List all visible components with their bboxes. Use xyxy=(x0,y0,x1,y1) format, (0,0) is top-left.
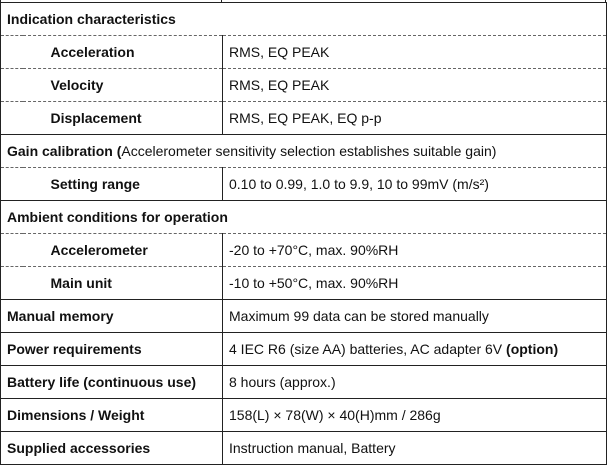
table-row xyxy=(1,36,607,69)
table-row xyxy=(1,201,607,234)
table-row xyxy=(1,102,607,135)
gain-header-bold: Gain calibration ( xyxy=(7,143,122,159)
row-label-setting-range: Setting range xyxy=(23,168,223,201)
row-value-battery-life: 8 hours (approx.) xyxy=(223,366,607,399)
spec-table xyxy=(0,2,607,465)
table-row xyxy=(1,300,607,333)
power-value-option: (option) xyxy=(506,341,559,357)
section-header-gain xyxy=(1,135,607,168)
row-label-displacement: Displacement xyxy=(23,102,223,135)
row-value-dimensions: 158(L) × 78(W) × 40(H)mm / 286g xyxy=(223,399,607,432)
table-row xyxy=(1,333,607,366)
row-label-main-unit: Main unit xyxy=(23,267,223,300)
row-value-main-unit: -10 to +50°C, max. 90%RH xyxy=(223,267,607,300)
table-row xyxy=(1,168,607,201)
table-row xyxy=(1,3,607,36)
row-label-acceleration: Acceleration xyxy=(23,36,223,69)
table-row xyxy=(1,135,607,168)
row-label-manual-memory: Manual memory xyxy=(1,300,223,333)
row-value-manual-memory: Maximum 99 data can be stored manually xyxy=(223,300,607,333)
row-value-acceleration: RMS, EQ PEAK xyxy=(223,36,607,69)
row-value-velocity: RMS, EQ PEAK xyxy=(223,69,607,102)
gain-header-note: Accelerometer sensitivity selection establishes suitable gain) xyxy=(121,143,497,159)
section-header-ambient: Ambient conditions for operation xyxy=(1,201,607,234)
row-value-accelerometer: -20 to +70°C, max. 90%RH xyxy=(223,234,607,267)
row-value-setting-range: 0.10 to 0.99, 1.0 to 9.9, 10 to 99mV (m/s²) xyxy=(223,168,607,201)
row-value-accessories: Instruction manual, Battery xyxy=(223,432,607,465)
row-label-battery-life: Battery life (continuous use) xyxy=(1,366,223,399)
power-value-text: 4 IEC R6 (size AA) batteries, AC adapter 6V xyxy=(229,341,507,357)
table-row xyxy=(1,234,607,267)
row-label-accessories: Supplied accessories xyxy=(1,432,223,465)
table-row xyxy=(1,366,607,399)
row-value-power xyxy=(223,333,607,366)
row-label-dimensions: Dimensions / Weight xyxy=(1,399,223,432)
row-label-accelerometer: Accelerometer xyxy=(23,234,223,267)
section-header-indication: Indication characteristics xyxy=(1,3,607,36)
row-label-velocity: Velocity xyxy=(23,69,223,102)
table-row xyxy=(1,69,607,102)
row-value-displacement: RMS, EQ PEAK, EQ p-p xyxy=(223,102,607,135)
table-row xyxy=(1,267,607,300)
row-label-power: Power requirements xyxy=(1,333,223,366)
table-row xyxy=(1,399,607,432)
table-row xyxy=(1,432,607,465)
